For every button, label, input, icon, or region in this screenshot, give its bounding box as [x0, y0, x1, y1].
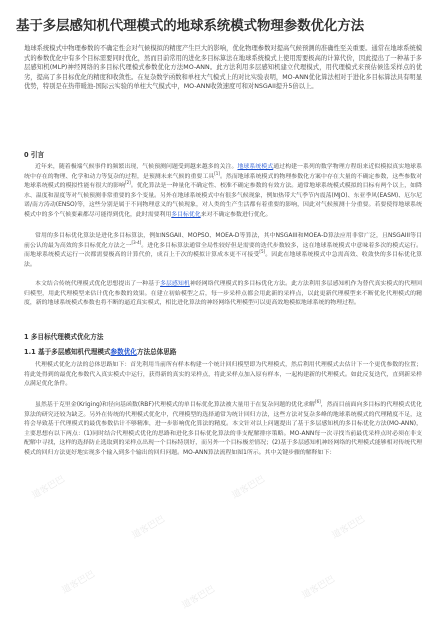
link-mlp[interactable]: 多层感知机: [160, 281, 190, 287]
link-multi-objective[interactable]: 多目标优化: [171, 211, 201, 218]
watermark: 道客巴巴: [230, 474, 267, 502]
section-1-heading: 1 多目标代理模式优化方法: [24, 333, 104, 341]
watermark: 道客巴巴: [130, 514, 167, 542]
paragraph-intro-1: 近年来，随着极端气候事件的频繁出现，气候预测问题受到越来越多的关注。地球系统模式通过构建一系列的数学物理方程组来近似模拟真实地球系统中存在的物理、化学和动力等复杂的过程，是预测未来气候的重要工具[1]。然而地球系统模式的物理参数化方案中存在大量的不确定参数，这些参数对地球系统模式的模拟性能有很大的影响[2]。优化算法是一种量化不确定性、校准不确定参数的有效方法。通常地球系统模式模拟的目标有两个以上，如降水、温度和湿度等对气候预测非常重要的多个变量。另外在地球系统模式中有很多气候现象，例如热带大气季节内震荡(MJO)、东亚季风(EASM)、厄尔尼诺/南方涛动(ENSO)等，这些分别是属于不同物理意义的气候现象，对人类的生产生活都有着重要的影响，因此对气候预测十分重要。若要使得地球系统模式中的多个气候要素都尽可能得到优化，此时需要利用多目标优化来对不确定参数进行优化。: [24, 164, 423, 218]
abstract: 地球系统模式中物理参数的不确定性会对气候模拟的精度产生巨大的影响，优化物理参数对提高气候预测的准确性至关重要。通常在地球系统模式的参数优化中有多个目标需要同时优化，然而目前常用的进化多目标算法在地球系统模式上使用需要极高的计算代价，因此提出了一种基于多层感知机(MLP)神经网络的多目标代理模式参数优化方法MO-ANN。此方法利用多层感知机建立代理模式，用代理模式来预估候选采样点的优劣，提高了多目标优化的精度和收敛性。在复杂数学函数和单柱大气模式上的对比实验表明，MO-ANN优化算法相对于进化多目标算法具有明显优势，特别是在热带暖池-国际云实验的单柱大气模式中，MO-ANN收敛速度可和对NSGAII提升5倍以上。: [24, 45, 422, 91]
paragraph-intro-2: 常用的多目标优化算法是进化多目标算法，例如NSGAII、MOPSO、MOEA-D等算法，其中NSGAIII和MOEA-D算法应用非常广泛，且NSGAIII等目前公认的最为高效的多目标优化方法之一[3-4]。进化多目标算法通常全局性较好但是需要的迭代步数较多，这在地球系统模式中意味着多次的模式运行。而地球系统模式运行一次都需要极高的计算代价，成百上千次的模拟计算成本更不可接受[5]。因此在地球系统模式中急需高效、收敛快的多目标优化算法。: [24, 233, 423, 268]
section-1-1-heading: 1.1 基于多层感知机代理模式参数优化方法总体思路: [24, 348, 177, 356]
watermark: 道客巴巴: [180, 584, 217, 612]
watermark: 道客巴巴: [300, 574, 337, 602]
paragraph-intro-3: 本文结合传统代理模式优化思想提出了一种基于多层感知机神经网络代理模式的多目标优化方法。此方法利用多层感知机作为替代真实模式的代理回归模型，用此代理模型来估计优化参数的效果。在建立初始模型之后，每一步采样点都会用此新的采样点，以此更新代理模型来不断优化代理模式的精度，新的地球系统模式参数也将不断的逼近真实模式，相比进化算法的神经网络代理模型可以更高效地模拟地球系统的物理过程。: [24, 281, 423, 307]
paper-title: 基于多层感知机代理模式的地球系统模式物理参数优化方法: [16, 19, 365, 34]
section-introduction-heading: 0 引言: [24, 151, 45, 159]
link-earth-system-model[interactable]: 地球系统模式: [237, 164, 274, 170]
watermark: 道客巴巴: [330, 514, 367, 542]
paragraph-method-2: 虽然基于克里金(Kriging)和径向基函数(RBF)代理模式的单目标优化算法被大量用于在复杂问题的优化求解[6]，然而目前面向多目标的代理模式优化算法的研究还较为缺乏。另外在传统的代理模式优化中，代理模型的选择通常为统计回归方法，这些方法对复杂多峰的地球系统模式的代理精度不足，这将会导致基于代理模式的最优参数估计不够精准，进一步影响优化算法的精度。本文针对以上问题提出了基于多层感知机的多目标优化方法(MO-ANN)，主要思想有以下两点：(1)同时结合代理模式优化的思路和进化多目标优化算法的非支配解排序策略。MO-ANN每一次寻找当前最优采样点时必须在非支配解中寻找，这样的选择防止选取到的采样点出现一个目标特别好，而另外一个目标极差情况；(2)基于多层感知机神经网络的代理模式能够相对传统代理模式的回归方法更好地实现多个输入到多个输出的回归问题。MO-ANN算法流程如图1所示。其中关键步骤的解释如下：: [24, 399, 423, 456]
link-parameter-optimization[interactable]: 参数优化: [110, 348, 137, 356]
watermark: 道客巴巴: [30, 474, 67, 502]
paragraph-method-1: 代理模式优化方法的总体思路如下：首先利用当前所有样本构建一个统计回归模型即为代理模式，然后利用代理模式去估计下一个更优参数的位置；将此处得到的最优化参数代入真实模式中运行，获得新的真实的采样点，将此采样点加入原有样本，一起构建新的代理模式。如此反复迭代，直到新采样点满足优化条件。: [24, 362, 422, 388]
watermark: 道客巴巴: [60, 569, 97, 597]
